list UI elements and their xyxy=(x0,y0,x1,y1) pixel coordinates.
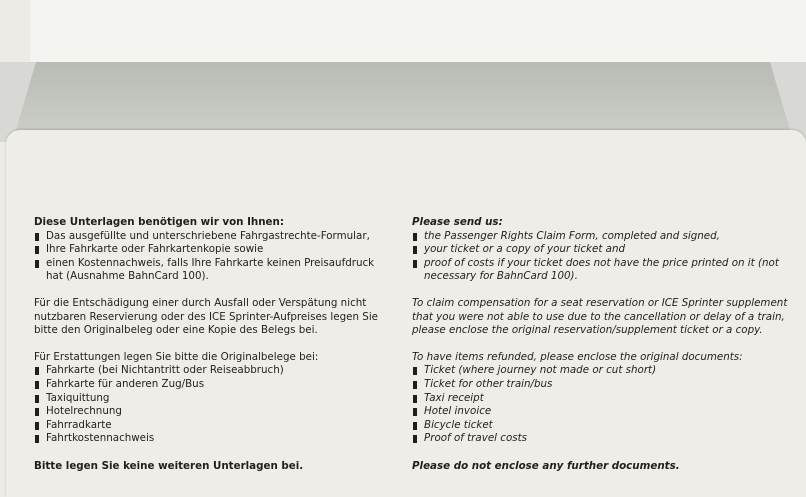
list-item: Hotelrechnung xyxy=(34,405,394,419)
english-refund-list xyxy=(412,364,798,446)
english-closing: Please do not enclose any further documents. xyxy=(412,459,680,472)
list-item: Bicycle ticket xyxy=(412,419,798,433)
list-item: the Passenger Rights Claim Form, completed and signed, xyxy=(412,230,798,244)
list-item: Proof of travel costs xyxy=(412,432,798,446)
list-item: proof of costs if your ticket does not have the price printed on it (not necessary for BahnCard 100). xyxy=(412,257,798,284)
list-item: Taxiquittung xyxy=(34,392,394,406)
list-item: Ticket (where journey not made or cut short) xyxy=(412,364,798,378)
english-heading: Please send us: xyxy=(412,216,503,228)
list-item: Taxi receipt xyxy=(412,392,798,406)
list-item: einen Kostennachweis, falls Ihre Fahrkarte keinen Preisaufdruck hat (Ausnahme BahnCard 100). xyxy=(34,257,394,284)
list-item: Das ausgefüllte und unterschriebene Fahrgastrechte-Formular, xyxy=(34,230,394,244)
list-item: Fahrkarte (bei Nichtantritt oder Reiseabbruch) xyxy=(34,364,394,378)
envelope-front xyxy=(6,130,806,497)
german-compensation-text: Für die Entschädigung einer durch Ausfall oder Verspätung nicht nutzbaren Reservierung oder des ICE Sprinter-Aufpreises legen Sie bitte den Originalbeleg oder eine Kopie des Belegs bei. xyxy=(34,296,379,337)
english-refund-intro: To have items refunded, please enclose the original documents: xyxy=(412,350,743,363)
german-heading: Diese Unterlagen benötigen wir von Ihnen: xyxy=(34,216,284,228)
german-column xyxy=(34,216,394,474)
list-item: Fahrtkostennachweis xyxy=(34,432,394,446)
english-required-list xyxy=(412,230,798,284)
inner-paper-sheet xyxy=(30,0,806,62)
list-item: Fahrkarte für anderen Zug/Bus xyxy=(34,378,394,392)
list-item: your ticket or a copy of your ticket and xyxy=(412,243,798,257)
list-item: Ihre Fahrkarte oder Fahrkartenkopie sowie xyxy=(34,243,394,257)
german-closing: Bitte legen Sie keine weiteren Unterlagen bei. xyxy=(34,459,304,472)
list-item: Hotel invoice xyxy=(412,405,798,419)
german-refund-list xyxy=(34,364,394,446)
english-column xyxy=(412,216,798,474)
german-required-list xyxy=(34,230,394,284)
list-item: Fahrradkarte xyxy=(34,419,394,433)
english-compensation-text: To claim compensation for a seat reservation or ICE Sprinter supplement that you were not able to use due to the cancellation or delay of a train, please enclose the original reservation/supplement ticket or a copy. xyxy=(412,296,788,337)
list-item: Ticket for other train/bus xyxy=(412,378,798,392)
german-refund-intro: Für Erstattungen legen Sie bitte die Originalbelege bei: xyxy=(34,350,319,363)
